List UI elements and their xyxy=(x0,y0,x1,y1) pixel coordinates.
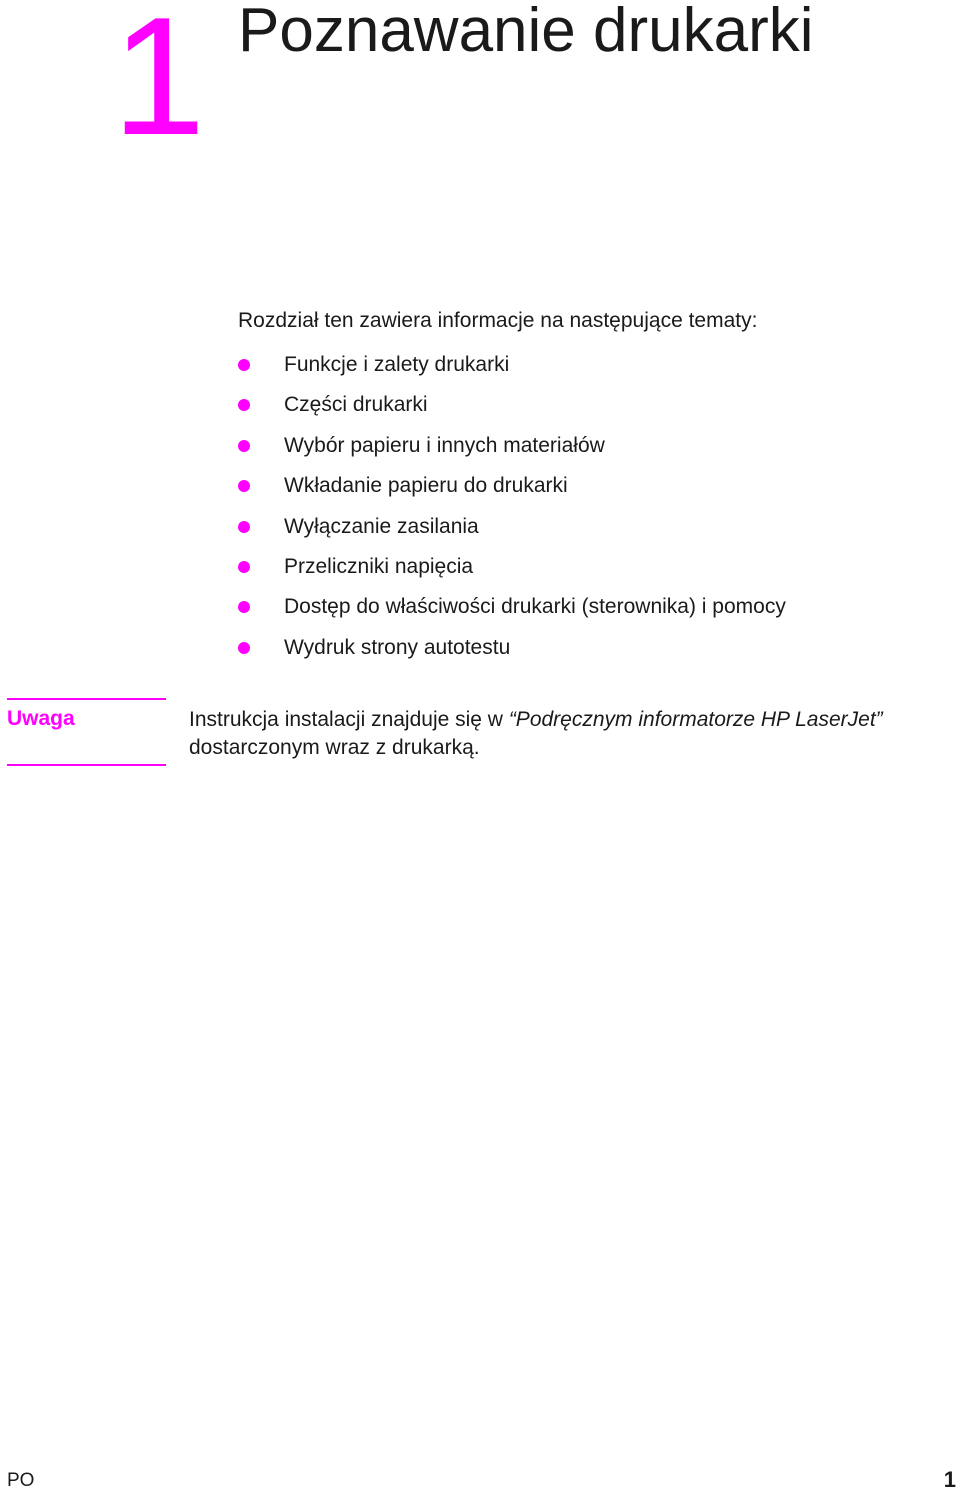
list-item-text: Wydruk strony autotestu xyxy=(284,635,511,659)
list-item xyxy=(238,635,786,675)
bullet-icon xyxy=(238,440,250,452)
note-text: Instrukcja instalacji znajduje się w xyxy=(189,708,509,731)
list-item-text: Wyłączanie zasilania xyxy=(284,514,479,538)
intro-text: Rozdział ten zawiera informacje na następujące tematy: xyxy=(238,309,758,332)
bullet-icon xyxy=(238,521,250,533)
list-item xyxy=(238,514,786,554)
chapter-number: 1 xyxy=(112,0,206,170)
bullet-icon xyxy=(238,359,250,371)
list-item xyxy=(238,594,786,634)
bullet-icon xyxy=(238,601,250,613)
note-body xyxy=(189,706,949,762)
list-item-text: Dostęp do właściwości drukarki (sterownika) i pomocy xyxy=(284,595,786,619)
list-item xyxy=(238,433,786,473)
list-item xyxy=(238,554,786,594)
list-item-text: Wkładanie papieru do drukarki xyxy=(284,474,568,498)
list-item-text: Przeliczniki napięcia xyxy=(284,554,474,578)
page-number: 1 xyxy=(943,1467,956,1492)
note-rule-top xyxy=(7,698,166,700)
list-item xyxy=(238,352,786,392)
chapter-title: Poznawanie drukarki xyxy=(238,0,814,65)
note-line-2: dostarczonym wraz z drukarką. xyxy=(189,736,480,759)
bullet-icon xyxy=(238,561,250,573)
note-rule-bottom xyxy=(7,764,166,766)
list-item xyxy=(238,473,786,513)
bullet-icon xyxy=(238,399,250,411)
topic-list xyxy=(238,352,786,675)
list-item-text: Wybór papieru i innych materiałów xyxy=(284,433,605,457)
bullet-icon xyxy=(238,642,250,654)
bullet-icon xyxy=(238,480,250,492)
note-reference: “Podręcznym informatorze HP LaserJet” xyxy=(508,708,883,731)
list-item xyxy=(238,392,786,432)
list-item-text: Funkcje i zalety drukarki xyxy=(284,353,510,376)
footer-code: PO xyxy=(7,1470,35,1491)
note-label: Uwaga xyxy=(7,707,75,730)
list-item-text: Części drukarki xyxy=(284,393,428,417)
note-line-1 xyxy=(189,706,949,734)
